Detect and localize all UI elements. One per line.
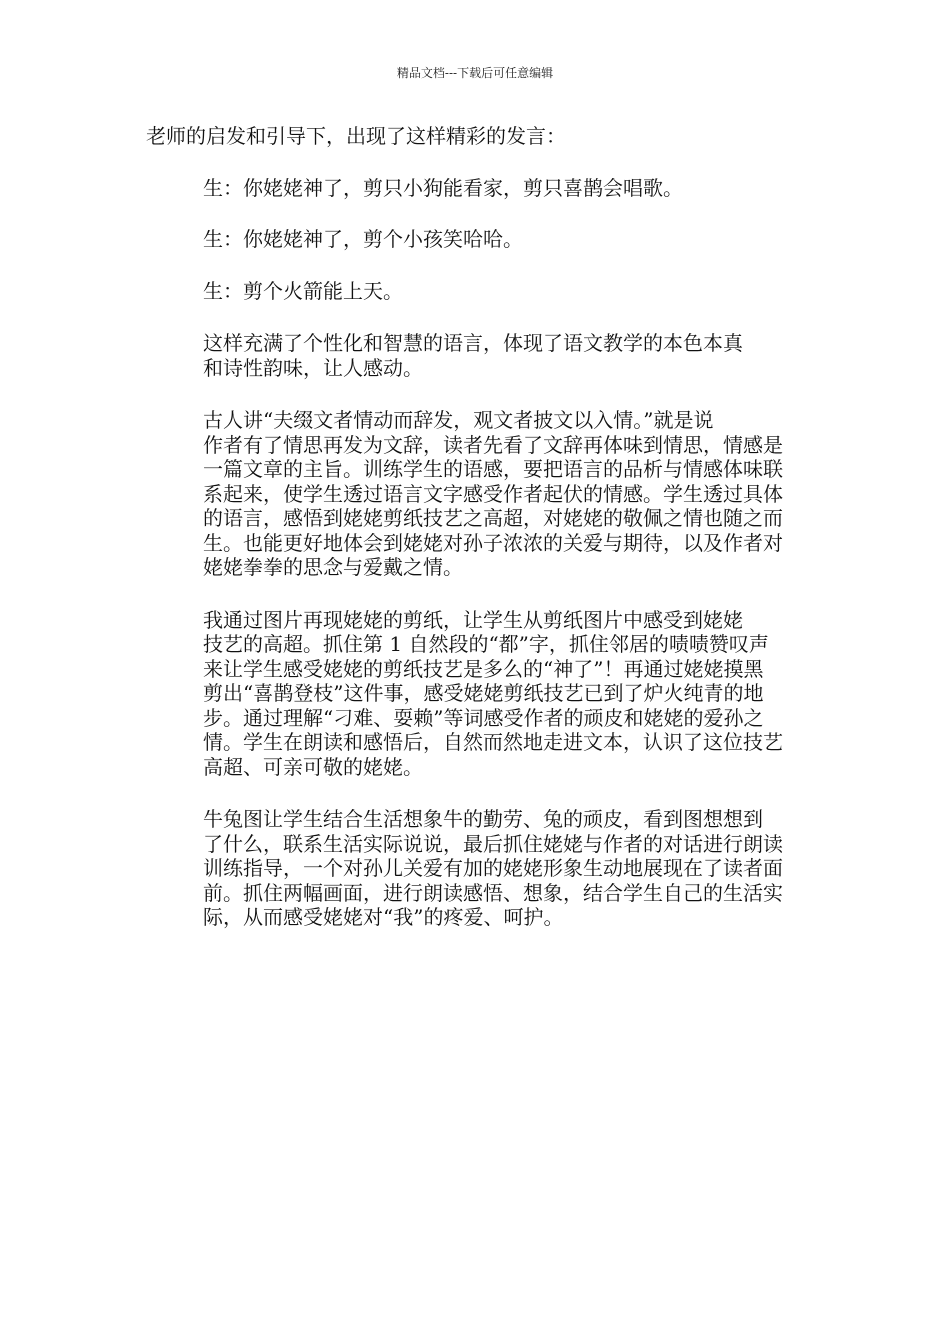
text-line: 生：你姥姥神了，剪个小孩笑哈哈。 bbox=[203, 227, 523, 251]
document-body bbox=[146, 124, 806, 930]
text-line: 训练指导，一个对孙儿关爱有加的姥姥形象生动地展现在了读者面 bbox=[203, 856, 783, 880]
text-line: 老师的启发和引导下，出现了这样精彩的发言： bbox=[146, 124, 566, 148]
text-line: 我通过图片再现姥姥的剪纸，让学生从剪纸图片中感受到姥姥 bbox=[203, 607, 743, 632]
text-line: 生。也能更好地体会到姥姥对孙子浓浓的关爱与期待，以及作者对 bbox=[203, 530, 783, 555]
text-line: 步。通过理解“刁难、耍赖”等词感受作者的顽皮和姥姥的爱孙之 bbox=[203, 705, 764, 730]
text-line: 情。学生在朗读和感悟后，自然而然地走进文本，认识了这位技艺 bbox=[203, 730, 783, 754]
text-line: 际，从而感受姥姥对“我”的疼爱、呵护。 bbox=[203, 905, 564, 929]
text-line: 的语言，感悟到姥姥剪纸技艺之高超，对姥姥的敬佩之情也随之而 bbox=[203, 506, 783, 530]
paragraph-student-quote-3 bbox=[146, 279, 806, 304]
text-line: 剪出“喜鹊登枝”这件事，感受姥姥剪纸技艺已到了炉火纯青的地 bbox=[203, 681, 764, 705]
text-line: 古人讲“夫缀文者情动而辞发，观文者披文以入情。”就是说 bbox=[203, 408, 714, 432]
text-line: 姥姥拳拳的思念与爱戴之情。 bbox=[203, 555, 463, 579]
text-line: 一篇文章的主旨。训练学生的语感，要把语言的品析与情感体味联 bbox=[203, 457, 783, 481]
paragraph-intro bbox=[146, 124, 806, 149]
text-line: 技艺的高超。抓住第 1 自然段的“都”字，抓住邻居的啧啧赞叹声 bbox=[203, 632, 769, 656]
text-line: 高超、可亲可敬的姥姥。 bbox=[203, 754, 423, 779]
paragraph-paper-cutting bbox=[146, 608, 806, 780]
text-line: 牛兔图让学生结合生活想象牛的勤劳、兔的顽皮，看到图想想到 bbox=[203, 807, 763, 831]
text-line: 生：你姥姥神了，剪只小狗能看家，剪只喜鹊会唱歌。 bbox=[203, 175, 683, 200]
text-line: 这样充满了个性化和智慧的语言，体现了语文教学的本色本真 bbox=[203, 331, 743, 355]
paragraph-ox-rabbit bbox=[146, 807, 806, 930]
paragraph-student-quote-2 bbox=[146, 227, 806, 252]
text-line: 前。抓住两幅画面，进行朗读感悟、想象，结合学生自己的生活实 bbox=[203, 880, 783, 905]
text-line: 来让学生感受姥姥的剪纸技艺是多么的“神了”！再通过姥姥摸黑 bbox=[203, 656, 764, 681]
paragraph-ancient-quote bbox=[146, 408, 806, 580]
text-line: 了什么，联系生活实际说说，最后抓住姥姥与作者的对话进行朗读 bbox=[203, 831, 783, 856]
text-line: 系起来，使学生透过语言文字感受作者起伏的情感。学生透过具体 bbox=[203, 481, 783, 506]
paragraph-comment bbox=[146, 331, 806, 380]
page-header: 精品文档---下载后可任意编辑 bbox=[396, 66, 554, 80]
text-line: 和诗性韵味，让人感动。 bbox=[203, 355, 423, 380]
text-line: 作者有了情思再发为文辞，读者先看了文辞再体味到情思，情感是 bbox=[203, 432, 783, 457]
text-line: 生：剪个火箭能上天。 bbox=[203, 278, 403, 303]
paragraph-student-quote-1 bbox=[146, 176, 806, 201]
